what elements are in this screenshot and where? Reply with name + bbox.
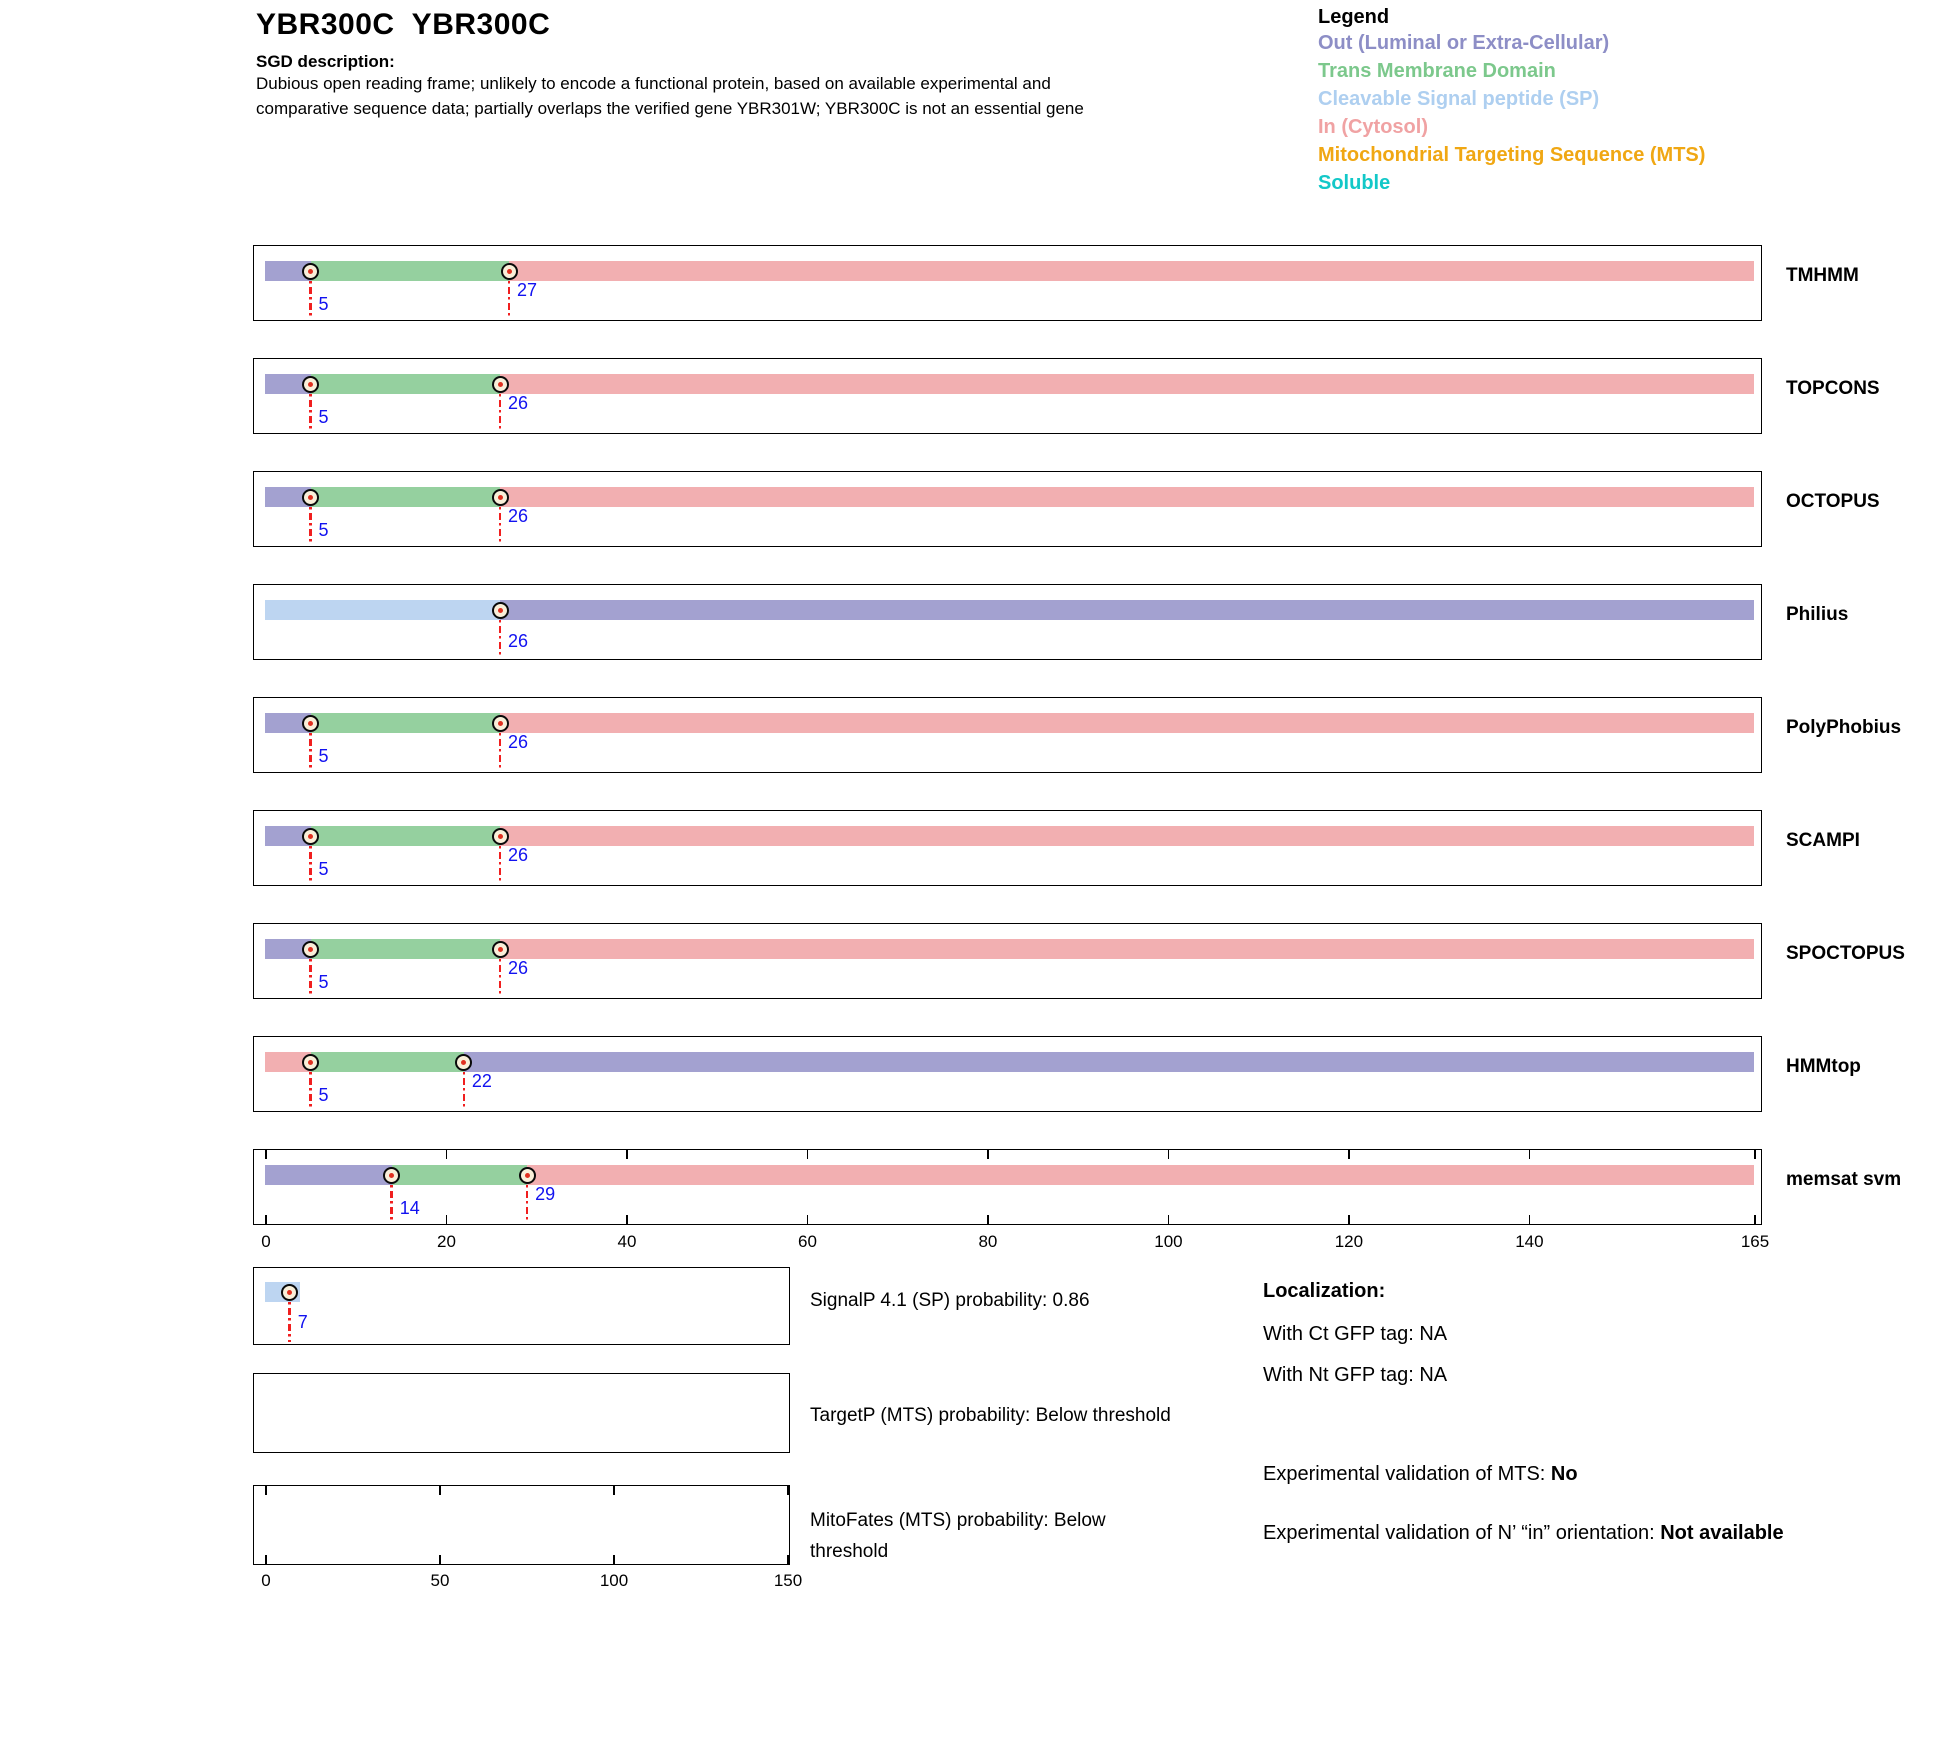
boundary-marker: [492, 941, 509, 958]
boundary-marker: [302, 263, 319, 280]
boundary-label: 5: [318, 407, 329, 427]
segment-in: [500, 487, 1754, 507]
x-axis-tick-label: 80: [978, 1232, 998, 1251]
axis-tick: [1168, 1150, 1170, 1159]
track-label: TOPCONS: [1786, 378, 1880, 399]
axis-tick: [787, 1486, 789, 1495]
mitofates-axis-tick-label: 50: [430, 1571, 450, 1590]
axis-tick: [987, 1150, 989, 1159]
mitofates-axis-tick-label: 100: [599, 1571, 629, 1590]
marker-dot: [498, 947, 503, 952]
orientation-validation-line: [1263, 1516, 1803, 1550]
localization-block: [1263, 1279, 1803, 1550]
boundary-marker: [302, 376, 319, 393]
segment-out: [464, 1052, 1754, 1072]
mts-validation-prefix: Experimental validation of MTS:: [1263, 1463, 1551, 1485]
axis-tick: [1754, 1150, 1756, 1159]
axis-tick: [613, 1486, 615, 1495]
axis-tick: [626, 1215, 628, 1224]
track-label: Philius: [1786, 604, 1849, 625]
track-scampi-plot: [253, 810, 1762, 886]
sgd-description-line2: comparative sequence data; partially overlaps the verified gene YBR301W; YBR300C is not an essential gene: [256, 99, 1084, 118]
x-axis-tick-label: 120: [1334, 1232, 1364, 1251]
legend-item-soluble: Soluble: [1318, 172, 1391, 194]
axis-tick: [807, 1150, 809, 1159]
mts-validation-value: No: [1550, 1463, 1578, 1485]
track-hmmtop-plot: [253, 1036, 1762, 1112]
segment-in: [500, 374, 1754, 394]
marker-dot: [389, 1173, 394, 1178]
legend-item-out: Out (Luminal or Extra-Cellular): [1318, 32, 1610, 54]
localization-heading: Localization:: [1263, 1280, 1386, 1302]
axis-tick: [787, 1555, 789, 1564]
track-label: memsat svm: [1786, 1169, 1902, 1190]
boundary-label: 7: [297, 1312, 308, 1332]
boundary-marker: [519, 1167, 536, 1184]
marker-dot: [308, 1060, 313, 1065]
legend-item-in: In (Cytosol): [1318, 116, 1428, 138]
axis-tick: [1348, 1215, 1350, 1224]
axis-tick: [807, 1215, 809, 1224]
marker-dot: [507, 269, 512, 274]
boundary-label: 26: [508, 845, 529, 865]
boundary-label: 26: [508, 393, 529, 413]
boundary-label: 5: [318, 972, 329, 992]
boundary-label: 26: [508, 732, 529, 752]
segment-out: [500, 600, 1754, 620]
segment-tm: [311, 261, 510, 281]
axis-tick: [987, 1215, 989, 1224]
marker-dot: [308, 721, 313, 726]
axis-tick: [626, 1150, 628, 1159]
axis-tick: [1168, 1215, 1170, 1224]
legend-item-sp: Cleavable Signal peptide (SP): [1318, 88, 1600, 110]
boundary-marker: [492, 828, 509, 845]
segment-tm: [311, 826, 501, 846]
boundary-marker: [501, 263, 518, 280]
marker-dot: [308, 947, 313, 952]
boundary-label: 5: [318, 746, 329, 766]
segment-tm: [311, 1052, 464, 1072]
axis-tick: [265, 1555, 267, 1564]
segment-in: [509, 261, 1754, 281]
marker-dot: [308, 269, 313, 274]
axis-tick: [1348, 1150, 1350, 1159]
boundary-label: 26: [508, 631, 529, 651]
page-title: YBR300C YBR300C: [256, 8, 551, 41]
x-axis-tick-label: 140: [1515, 1232, 1544, 1251]
signalp-plot: [253, 1267, 790, 1345]
boundary-label: 14: [399, 1198, 420, 1218]
track-tmhmm-plot: [253, 245, 1762, 321]
mitofates-label: MitoFates (MTS) probability: Below threshold: [810, 1510, 1106, 1562]
boundary-marker: [302, 1054, 319, 1071]
targetp-label: TargetP (MTS) probability: Below threshold: [810, 1405, 1171, 1426]
marker-dot: [498, 721, 503, 726]
segment-tm: [311, 487, 501, 507]
marker-dot: [498, 608, 503, 613]
marker-dot: [308, 495, 313, 500]
axis-tick: [613, 1555, 615, 1564]
boundary-label: 5: [318, 1085, 329, 1105]
track-label: PolyPhobius: [1786, 717, 1902, 738]
boundary-marker: [281, 1284, 298, 1301]
legend-title: Legend: [1318, 6, 1390, 28]
track-label: SPOCTOPUS: [1786, 943, 1905, 964]
boundary-label: 5: [318, 520, 329, 540]
axis-tick: [446, 1215, 448, 1224]
segment-in: [500, 939, 1754, 959]
track-label: SCAMPI: [1786, 830, 1860, 851]
track-label: TMHMM: [1786, 265, 1859, 286]
boundary-label: 27: [517, 280, 538, 300]
marker-dot: [461, 1060, 466, 1065]
legend-item-tm: Trans Membrane Domain: [1318, 60, 1556, 82]
marker-dot: [287, 1290, 292, 1295]
x-axis-tick-label: 0: [261, 1232, 271, 1251]
track-spoctopus-plot: [253, 923, 1762, 999]
track-memsat-svm-plot: [253, 1149, 1762, 1225]
boundary-label: 5: [318, 859, 329, 879]
boundary-marker: [302, 941, 319, 958]
x-axis-tick-label: 60: [797, 1232, 817, 1251]
track-topcons-plot: [253, 358, 1762, 434]
boundary-marker: [302, 715, 319, 732]
marker-dot: [498, 834, 503, 839]
axis-tick: [265, 1215, 267, 1224]
segment-tm: [392, 1165, 527, 1185]
axis-tick: [446, 1150, 448, 1159]
axis-tick: [439, 1486, 441, 1495]
boundary-marker: [492, 376, 509, 393]
segment-tm: [311, 374, 501, 394]
axis-tick: [1529, 1215, 1531, 1224]
axis-tick: [1754, 1215, 1756, 1224]
segment-sp: [265, 600, 500, 620]
mitofates-axis-tick-label: 150: [773, 1571, 803, 1590]
track-label: OCTOPUS: [1786, 491, 1880, 512]
boundary-marker: [492, 489, 509, 506]
boundary-marker: [302, 489, 319, 506]
nt-gfp-line: With Nt GFP tag: NA: [1263, 1364, 1448, 1386]
x-axis-tick-label: 165: [1740, 1232, 1770, 1251]
boundary-marker: [455, 1054, 472, 1071]
legend-item-mts: Mitochondrial Targeting Sequence (MTS): [1318, 144, 1706, 166]
track-philius-plot: [253, 584, 1762, 660]
boundary-marker: [383, 1167, 400, 1184]
segment-tm: [311, 713, 501, 733]
track-polyphobius-plot: [253, 697, 1762, 773]
x-axis-tick-label: 40: [617, 1232, 637, 1251]
orientation-validation-prefix: Experimental validation of N’ “in” orientation:: [1263, 1522, 1661, 1544]
orientation-validation-value: Not available: [1660, 1522, 1784, 1544]
axis-tick: [265, 1486, 267, 1495]
signalp-label: SignalP 4.1 (SP) probability: 0.86: [810, 1290, 1090, 1311]
mitofates-axis-tick-label: 0: [261, 1571, 271, 1590]
axis-tick: [1529, 1150, 1531, 1159]
axis-tick: [439, 1555, 441, 1564]
segment-in: [500, 713, 1754, 733]
targetp-plot: [253, 1373, 790, 1453]
boundary-label: 29: [535, 1184, 556, 1204]
segment-out: [265, 1165, 391, 1185]
mts-validation-line: [1263, 1462, 1803, 1486]
marker-dot: [308, 382, 313, 387]
marker-dot: [498, 495, 503, 500]
track-octopus-plot: [253, 471, 1762, 547]
mitofates-plot: [253, 1485, 790, 1565]
sgd-description-line1: Dubious open reading frame; unlikely to encode a functional protein, based on available experimental and: [256, 74, 1051, 93]
marker-dot: [525, 1173, 530, 1178]
marker-dot: [498, 382, 503, 387]
segment-tm: [311, 939, 501, 959]
boundary-label: 26: [508, 506, 529, 526]
segment-in: [527, 1165, 1754, 1185]
sgd-description-heading: SGD description:: [256, 52, 395, 71]
segment-in: [500, 826, 1754, 846]
axis-tick: [265, 1150, 267, 1159]
marker-dot: [308, 834, 313, 839]
track-label: HMMtop: [1786, 1056, 1861, 1077]
ct-gfp-line: With Ct GFP tag: NA: [1263, 1323, 1448, 1345]
boundary-marker: [492, 602, 509, 619]
boundary-marker: [302, 828, 319, 845]
x-axis-tick-label: 20: [437, 1232, 456, 1251]
boundary-label: 26: [508, 958, 529, 978]
boundary-label: 22: [471, 1071, 492, 1091]
boundary-marker: [492, 715, 509, 732]
boundary-label: 5: [318, 294, 329, 314]
x-axis-tick-label: 100: [1154, 1232, 1183, 1251]
